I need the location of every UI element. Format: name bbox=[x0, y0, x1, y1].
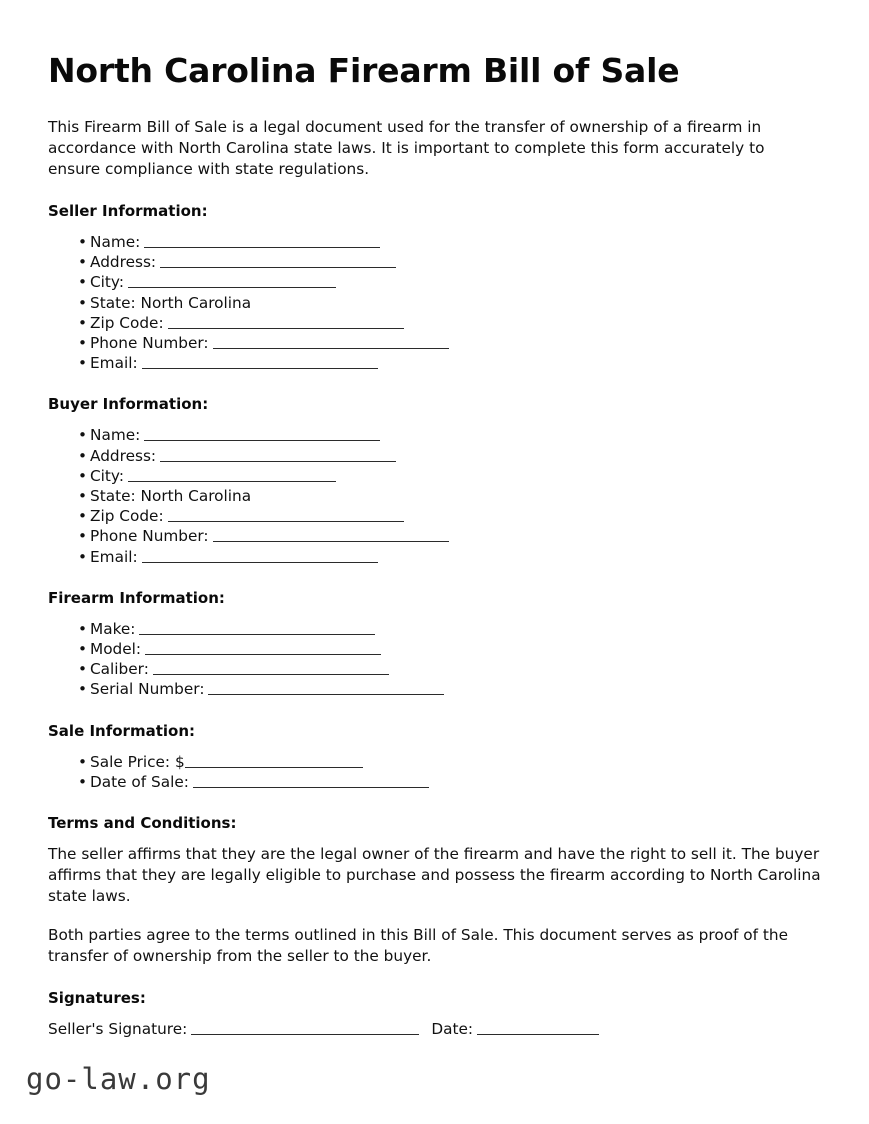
field-list-item bbox=[48, 506, 821, 526]
field-blank[interactable] bbox=[144, 234, 380, 248]
field-list-item bbox=[48, 353, 821, 373]
signatures-heading: Signatures: bbox=[48, 989, 146, 1007]
firearm-information-heading: Firearm Information: bbox=[48, 588, 225, 607]
field-list-item bbox=[48, 232, 821, 252]
site-watermark: go-law.org bbox=[26, 1062, 211, 1096]
field-label: Address: bbox=[90, 446, 157, 465]
field-blank[interactable] bbox=[185, 754, 363, 768]
buyer-field-list bbox=[48, 425, 821, 566]
field-label: State: bbox=[90, 293, 136, 312]
field-blank[interactable] bbox=[193, 774, 429, 788]
seller-signature-blank[interactable] bbox=[191, 1021, 419, 1035]
field-label: Phone Number: bbox=[90, 527, 209, 546]
field-label: Serial Number: bbox=[90, 680, 205, 699]
field-list-item bbox=[48, 486, 821, 506]
signature-date-label: Date: bbox=[431, 1020, 474, 1038]
field-label: Email: bbox=[90, 547, 138, 566]
field-label: City: bbox=[90, 466, 125, 485]
signature-date-blank[interactable] bbox=[477, 1021, 599, 1035]
field-blank[interactable] bbox=[213, 529, 449, 543]
field-label: Zip Code: bbox=[90, 507, 164, 526]
field-label: State: bbox=[90, 486, 136, 505]
field-blank[interactable] bbox=[160, 255, 396, 269]
field-list-item bbox=[48, 466, 821, 486]
seller-information-heading: Seller Information: bbox=[48, 201, 208, 220]
field-list-item bbox=[48, 526, 821, 546]
seller-field-list bbox=[48, 232, 821, 373]
field-label: Address: bbox=[90, 253, 157, 272]
field-blank[interactable] bbox=[213, 335, 449, 349]
section-sale-information bbox=[48, 722, 821, 792]
field-list-item bbox=[48, 547, 821, 567]
field-label: Sale Price: $ bbox=[90, 752, 185, 771]
field-list-item bbox=[48, 752, 821, 772]
sale-field-list bbox=[48, 752, 821, 792]
field-list-item bbox=[48, 333, 821, 353]
field-blank[interactable] bbox=[142, 549, 378, 563]
field-list-item bbox=[48, 425, 821, 445]
field-list-item bbox=[48, 293, 821, 313]
field-label: Make: bbox=[90, 619, 136, 638]
field-label: Phone Number: bbox=[90, 333, 209, 352]
terms-and-conditions-heading: Terms and Conditions: bbox=[48, 814, 237, 832]
intro-paragraph: This Firearm Bill of Sale is a legal document used for the transfer of ownership of a firearm in accordance with North Carolina state laws. It is important to complete this form accurately to ensure compliance with state regulations. bbox=[48, 117, 765, 178]
section-firearm-information bbox=[48, 589, 821, 700]
field-blank[interactable] bbox=[160, 448, 396, 462]
field-list-item bbox=[48, 772, 821, 792]
sale-information-heading: Sale Information: bbox=[48, 721, 195, 740]
terms-paragraph: The seller affirms that they are the legal owner of the firearm and have the right to sell it. The buyer affirms that they are legally eligible to purchase and possess the firearm according to North Carolina state laws. bbox=[48, 845, 821, 905]
field-blank[interactable] bbox=[145, 641, 381, 655]
section-signatures bbox=[48, 989, 821, 1040]
seller-signature-label: Seller's Signature: bbox=[48, 1020, 188, 1038]
section-buyer-information bbox=[48, 395, 821, 566]
field-label: Name: bbox=[90, 426, 141, 445]
firearm-field-list bbox=[48, 619, 821, 700]
field-list-item bbox=[48, 659, 821, 679]
page-title: North Carolina Firearm Bill of Sale bbox=[48, 51, 680, 90]
buyer-information-heading: Buyer Information: bbox=[48, 395, 209, 414]
field-label: Date of Sale: bbox=[90, 772, 189, 791]
terms-paragraphs bbox=[48, 844, 821, 967]
field-value: North Carolina bbox=[135, 293, 252, 312]
field-list-item bbox=[48, 313, 821, 333]
field-blank[interactable] bbox=[153, 662, 389, 676]
field-list-item bbox=[48, 252, 821, 272]
field-blank[interactable] bbox=[208, 682, 444, 696]
field-list-item bbox=[48, 272, 821, 292]
field-label: Email: bbox=[90, 354, 138, 373]
field-label: City: bbox=[90, 273, 125, 292]
field-blank[interactable] bbox=[168, 509, 404, 523]
field-value: North Carolina bbox=[135, 486, 252, 505]
field-blank[interactable] bbox=[142, 356, 378, 370]
field-list-item bbox=[48, 679, 821, 699]
field-label: Name: bbox=[90, 232, 141, 251]
field-blank[interactable] bbox=[139, 621, 375, 635]
field-list-item bbox=[48, 639, 821, 659]
field-label: Model: bbox=[90, 639, 142, 658]
field-list-item bbox=[48, 446, 821, 466]
field-list-item bbox=[48, 619, 821, 639]
field-label: Caliber: bbox=[90, 660, 149, 679]
field-blank[interactable] bbox=[128, 468, 336, 482]
field-blank[interactable] bbox=[144, 428, 380, 442]
field-label: Zip Code: bbox=[90, 313, 164, 332]
terms-paragraph: Both parties agree to the terms outlined in this Bill of Sale. This document serves as proof of the transfer of ownership from the seller to the buyer. bbox=[48, 926, 789, 965]
field-blank[interactable] bbox=[168, 315, 404, 329]
seller-signature-line bbox=[48, 1019, 821, 1040]
section-terms-and-conditions bbox=[48, 814, 821, 967]
section-seller-information bbox=[48, 202, 821, 373]
field-blank[interactable] bbox=[128, 275, 336, 289]
